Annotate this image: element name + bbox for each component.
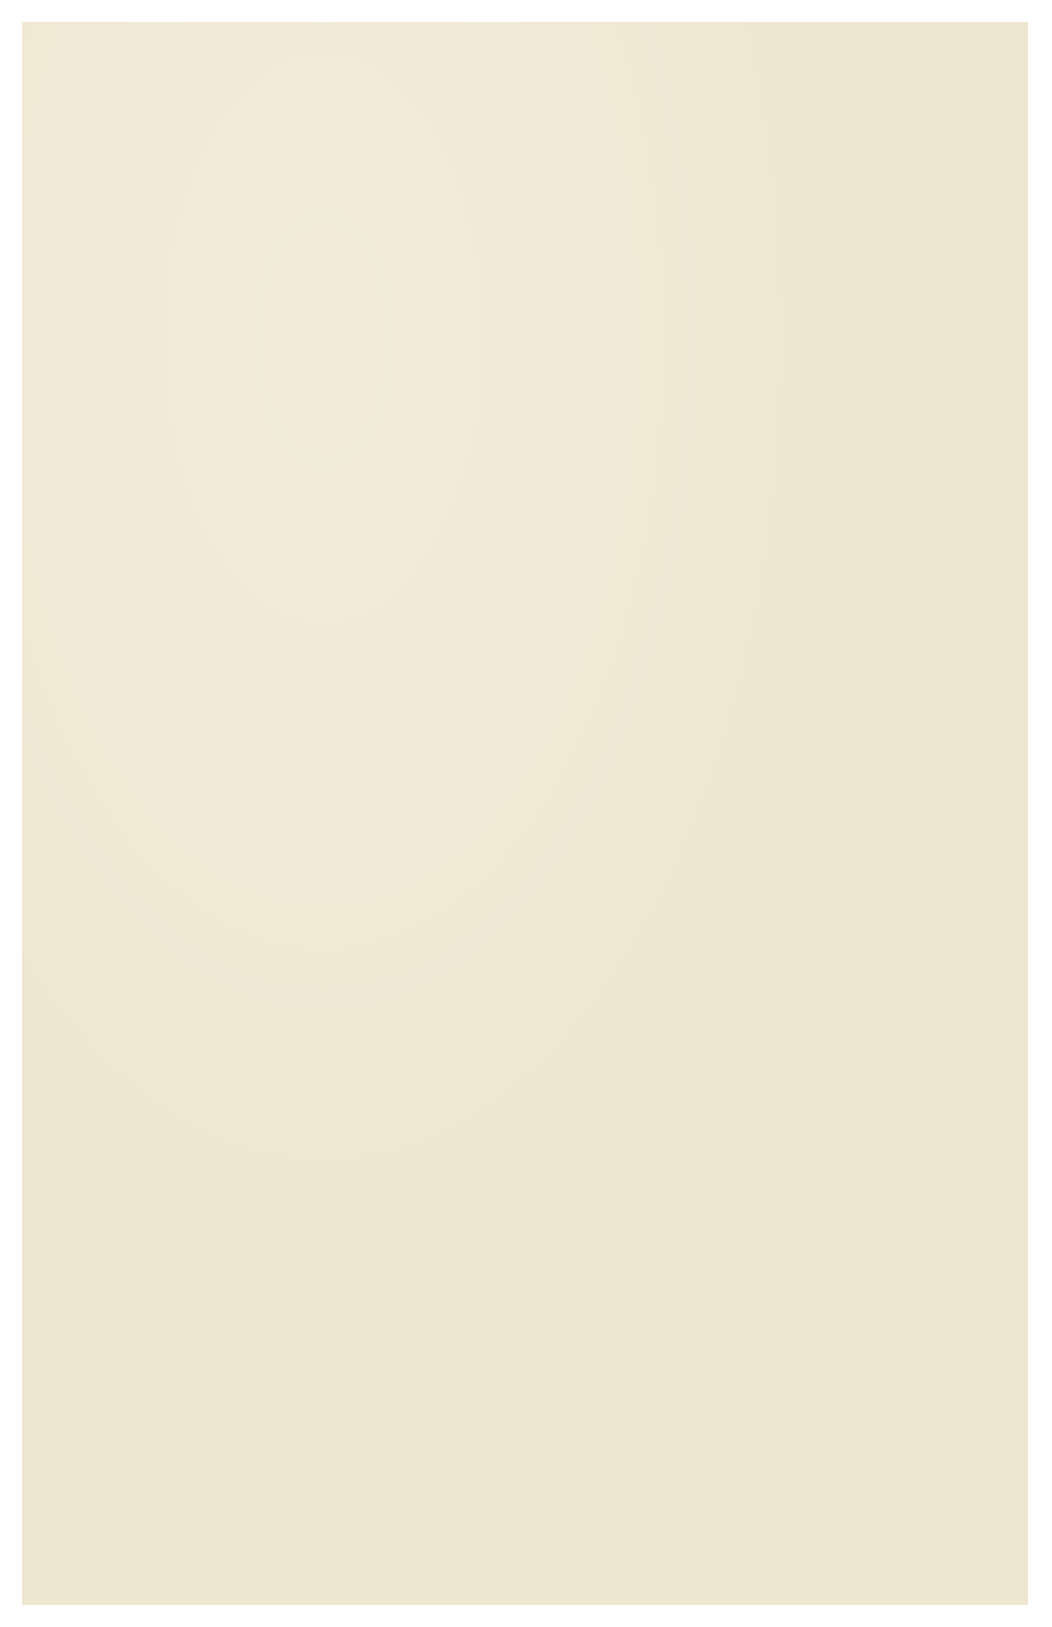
document-page: [22, 22, 1028, 1605]
